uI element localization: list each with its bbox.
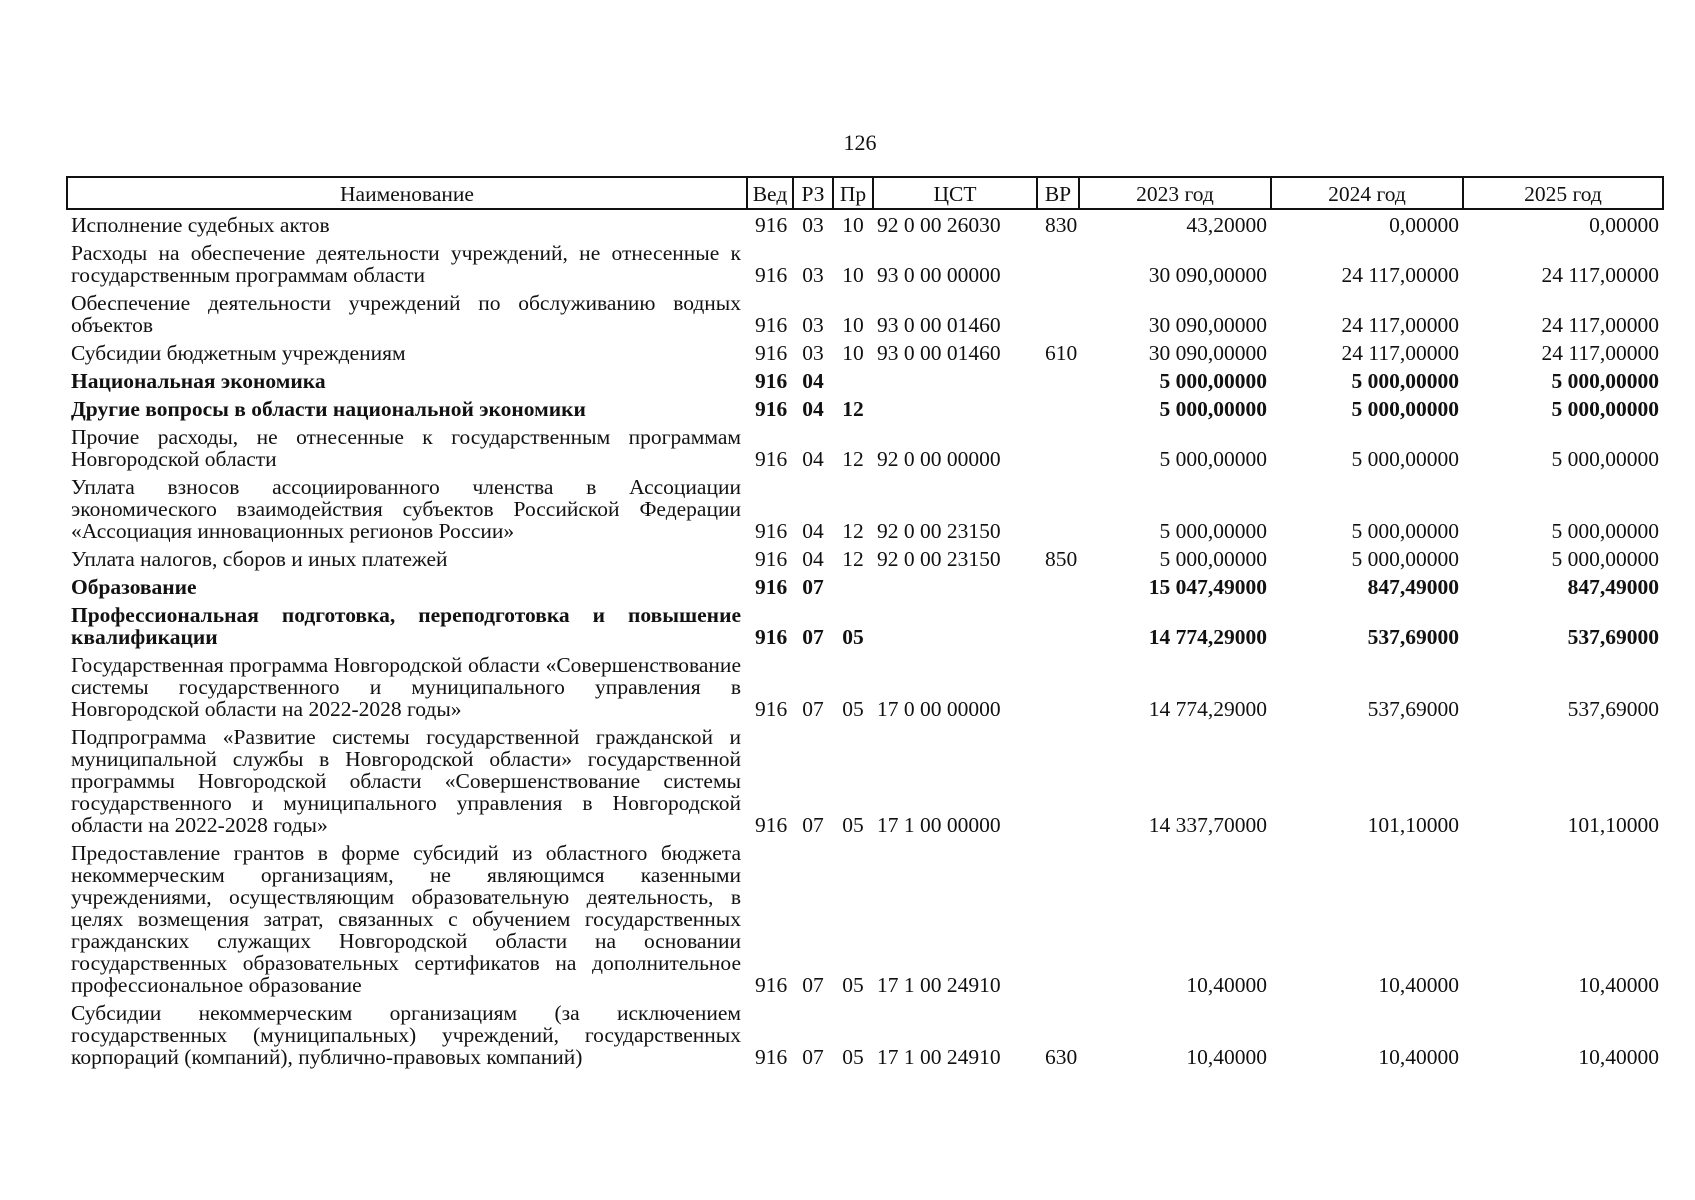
row-ved: 916 bbox=[755, 313, 788, 337]
table-body bbox=[67, 209, 1663, 1070]
row-vr: 610 bbox=[1045, 341, 1078, 365]
row-pr: 10 bbox=[842, 341, 864, 365]
row-cst: 92 0 00 26030 bbox=[877, 213, 1001, 237]
row-amount-2024: 10,40000 bbox=[1378, 1045, 1459, 1069]
header-pr: Пр bbox=[833, 177, 873, 209]
row-pr: 12 bbox=[842, 397, 864, 421]
row-amount-2024: 537,69000 bbox=[1367, 697, 1459, 721]
table-row bbox=[67, 238, 1663, 288]
row-amount-2025: 101,10000 bbox=[1567, 813, 1659, 837]
row-vr bbox=[1037, 366, 1079, 394]
row-name: Субсидии бюджетным учреждениям bbox=[71, 341, 406, 365]
row-vr: 830 bbox=[1045, 213, 1078, 237]
table-row bbox=[67, 472, 1663, 544]
row-pr bbox=[833, 572, 873, 600]
header-cst: ЦСТ bbox=[873, 177, 1037, 209]
row-amount-2023: 10,40000 bbox=[1186, 1045, 1267, 1069]
row-amount-2025: 537,69000 bbox=[1567, 697, 1659, 721]
row-amount-2024: 24 117,00000 bbox=[1341, 263, 1459, 287]
row-name: Прочие расходы, не отнесенные к государственным программам Новгородской области bbox=[71, 425, 741, 471]
row-amount-2023: 10,40000 bbox=[1186, 973, 1267, 997]
row-pr: 12 bbox=[842, 447, 864, 471]
row-name: Образование bbox=[71, 575, 197, 599]
row-pr bbox=[833, 366, 873, 394]
row-name: Подпрограмма «Развитие системы государственной гражданской и муниципальной службы в Новгородской области» государственной программы Новгородской области «Совершенствование системы государственного и муниципального управления в Новгородской области на 2022-2028 годы» bbox=[71, 725, 741, 837]
row-rz: 03 bbox=[802, 313, 824, 337]
row-name: Обеспечение деятельности учреждений по обслуживанию водных объектов bbox=[71, 291, 741, 337]
row-amount-2023: 5 000,00000 bbox=[1159, 547, 1267, 571]
row-cst: 92 0 00 23150 bbox=[877, 519, 1001, 543]
row-pr: 05 bbox=[842, 813, 864, 837]
row-amount-2024: 847,49000 bbox=[1367, 575, 1459, 599]
row-rz: 04 bbox=[802, 547, 824, 571]
row-amount-2023: 43,20000 bbox=[1186, 213, 1267, 237]
row-amount-2025: 847,49000 bbox=[1567, 575, 1659, 599]
row-pr: 12 bbox=[842, 519, 864, 543]
row-cst: 93 0 00 01460 bbox=[877, 341, 1001, 365]
row-pr: 05 bbox=[842, 973, 864, 997]
row-amount-2023: 14 774,29000 bbox=[1148, 697, 1267, 721]
row-ved: 916 bbox=[755, 397, 788, 421]
table-row bbox=[67, 998, 1663, 1070]
header-2024: 2024 год bbox=[1271, 177, 1463, 209]
row-rz: 03 bbox=[802, 213, 824, 237]
row-name: Предоставление грантов в форме субсидий из областного бюджета некоммерческим организациям, не являющимся казенными учреждениями, осуществляющим образовательную деятельность, в целях возмещения затрат, связанных с обучением государственных гражданских служащих Новгородской области на основании государственных образовательных сертификатов на дополнительное профессиональное образование bbox=[71, 841, 741, 997]
table-row bbox=[67, 338, 1663, 366]
row-vr bbox=[1037, 288, 1079, 338]
row-ved: 916 bbox=[755, 263, 788, 287]
row-cst: 92 0 00 00000 bbox=[877, 447, 1001, 471]
row-ved: 916 bbox=[755, 575, 788, 599]
header-2023: 2023 год bbox=[1079, 177, 1271, 209]
table-row bbox=[67, 544, 1663, 572]
row-ved: 916 bbox=[755, 519, 788, 543]
row-vr bbox=[1037, 572, 1079, 600]
row-pr: 10 bbox=[842, 313, 864, 337]
row-amount-2024: 537,69000 bbox=[1367, 625, 1459, 649]
row-ved: 916 bbox=[755, 547, 788, 571]
row-amount-2023: 5 000,00000 bbox=[1159, 369, 1267, 393]
table-row bbox=[67, 650, 1663, 722]
row-amount-2024: 5 000,00000 bbox=[1351, 547, 1459, 571]
row-ved: 916 bbox=[755, 341, 788, 365]
row-amount-2023: 30 090,00000 bbox=[1148, 263, 1267, 287]
row-cst: 17 0 00 00000 bbox=[877, 697, 1001, 721]
table-row bbox=[67, 572, 1663, 600]
row-amount-2025: 24 117,00000 bbox=[1541, 263, 1659, 287]
row-rz: 04 bbox=[802, 447, 824, 471]
row-amount-2025: 5 000,00000 bbox=[1551, 447, 1659, 471]
row-amount-2024: 5 000,00000 bbox=[1351, 447, 1459, 471]
table-row bbox=[67, 422, 1663, 472]
row-pr: 05 bbox=[842, 697, 864, 721]
row-vr: 630 bbox=[1045, 1045, 1078, 1069]
row-cst bbox=[873, 394, 1037, 422]
row-ved: 916 bbox=[755, 447, 788, 471]
row-pr: 12 bbox=[842, 547, 864, 571]
row-amount-2025: 0,00000 bbox=[1589, 213, 1659, 237]
row-rz: 07 bbox=[802, 625, 824, 649]
row-amount-2025: 537,69000 bbox=[1567, 625, 1659, 649]
row-rz: 03 bbox=[802, 263, 824, 287]
row-vr bbox=[1037, 394, 1079, 422]
header-name: Наименование bbox=[67, 177, 747, 209]
row-name: Профессиональная подготовка, переподготовка и повышение квалификации bbox=[71, 603, 741, 649]
page-number: 126 bbox=[843, 130, 877, 155]
table-row bbox=[67, 722, 1663, 838]
row-amount-2023: 5 000,00000 bbox=[1159, 519, 1267, 543]
row-amount-2025: 10,40000 bbox=[1578, 1045, 1659, 1069]
table-header bbox=[67, 177, 1663, 209]
row-amount-2024: 0,00000 bbox=[1389, 213, 1459, 237]
table-row bbox=[67, 288, 1663, 338]
row-pr: 05 bbox=[842, 1045, 864, 1069]
row-rz: 07 bbox=[802, 973, 824, 997]
budget-table bbox=[66, 176, 1664, 1070]
row-ved: 916 bbox=[755, 213, 788, 237]
row-cst: 17 1 00 00000 bbox=[877, 813, 1001, 837]
row-vr: 850 bbox=[1045, 547, 1078, 571]
row-name: Исполнение судебных актов bbox=[71, 213, 330, 237]
row-amount-2023: 15 047,49000 bbox=[1148, 575, 1267, 599]
row-amount-2024: 10,40000 bbox=[1378, 973, 1459, 997]
row-pr: 10 bbox=[842, 213, 864, 237]
row-ved: 916 bbox=[755, 813, 788, 837]
row-name: Государственная программа Новгородской области «Совершенствование системы государственного и муниципального управления в Новгородской области на 2022-2028 годы» bbox=[71, 653, 741, 721]
header-vr: ВР bbox=[1037, 177, 1079, 209]
row-amount-2023: 30 090,00000 bbox=[1148, 313, 1267, 337]
row-cst: 92 0 00 23150 bbox=[877, 547, 1001, 571]
row-cst: 17 1 00 24910 bbox=[877, 973, 1001, 997]
table-row bbox=[67, 600, 1663, 650]
row-ved: 916 bbox=[755, 625, 788, 649]
table-row bbox=[67, 394, 1663, 422]
row-rz: 07 bbox=[802, 813, 824, 837]
row-vr bbox=[1037, 600, 1079, 650]
row-ved: 916 bbox=[755, 369, 788, 393]
row-rz: 07 bbox=[802, 1045, 824, 1069]
row-rz: 04 bbox=[802, 369, 824, 393]
row-amount-2025: 5 000,00000 bbox=[1551, 547, 1659, 571]
row-cst bbox=[873, 600, 1037, 650]
row-vr bbox=[1037, 238, 1079, 288]
row-cst bbox=[873, 366, 1037, 394]
row-amount-2025: 24 117,00000 bbox=[1541, 341, 1659, 365]
row-amount-2024: 101,10000 bbox=[1367, 813, 1459, 837]
row-vr bbox=[1037, 472, 1079, 544]
header-2025: 2025 год bbox=[1463, 177, 1663, 209]
row-name: Уплата налогов, сборов и иных платежей bbox=[71, 547, 448, 571]
row-cst: 93 0 00 00000 bbox=[877, 263, 1001, 287]
row-name: Другие вопросы в области национальной экономики bbox=[71, 397, 586, 421]
row-vr bbox=[1037, 838, 1079, 998]
row-amount-2024: 5 000,00000 bbox=[1351, 397, 1459, 421]
row-amount-2023: 14 337,70000 bbox=[1148, 813, 1267, 837]
row-ved: 916 bbox=[755, 697, 788, 721]
row-vr bbox=[1037, 650, 1079, 722]
row-rz: 04 bbox=[802, 519, 824, 543]
row-amount-2025: 5 000,00000 bbox=[1551, 397, 1659, 421]
row-vr bbox=[1037, 422, 1079, 472]
row-amount-2023: 14 774,29000 bbox=[1148, 625, 1267, 649]
row-amount-2023: 5 000,00000 bbox=[1159, 447, 1267, 471]
row-pr: 10 bbox=[842, 263, 864, 287]
row-name: Расходы на обеспечение деятельности учреждений, не отнесенные к государственным программам области bbox=[71, 241, 741, 287]
row-ved: 916 bbox=[755, 1045, 788, 1069]
row-name: Субсидии некоммерческим организациям (за исключением государственных (муниципальных) учреждений, государственных корпораций (компаний), публично-правовых компаний) bbox=[71, 1001, 741, 1069]
row-rz: 04 bbox=[802, 397, 824, 421]
row-rz: 03 bbox=[802, 341, 824, 365]
row-ved: 916 bbox=[755, 973, 788, 997]
row-name: Национальная экономика bbox=[71, 369, 326, 393]
row-amount-2024: 5 000,00000 bbox=[1351, 369, 1459, 393]
row-vr bbox=[1037, 722, 1079, 838]
row-cst bbox=[873, 572, 1037, 600]
table-row bbox=[67, 209, 1663, 238]
row-name: Уплата взносов ассоциированного членства в Ассоциации экономического взаимодействия субъектов Российской Федерации «Ассоциация инновационных регионов России» bbox=[71, 475, 741, 543]
row-amount-2023: 30 090,00000 bbox=[1148, 341, 1267, 365]
row-rz: 07 bbox=[802, 575, 824, 599]
row-amount-2025: 24 117,00000 bbox=[1541, 313, 1659, 337]
row-amount-2024: 5 000,00000 bbox=[1351, 519, 1459, 543]
header-ved: Вед bbox=[747, 177, 793, 209]
row-amount-2025: 5 000,00000 bbox=[1551, 519, 1659, 543]
row-cst: 93 0 00 01460 bbox=[877, 313, 1001, 337]
row-amount-2024: 24 117,00000 bbox=[1341, 341, 1459, 365]
row-amount-2025: 5 000,00000 bbox=[1551, 369, 1659, 393]
header-rz: РЗ bbox=[793, 177, 833, 209]
row-amount-2025: 10,40000 bbox=[1578, 973, 1659, 997]
table-row bbox=[67, 838, 1663, 998]
row-amount-2023: 5 000,00000 bbox=[1159, 397, 1267, 421]
row-pr: 05 bbox=[842, 625, 864, 649]
row-cst: 17 1 00 24910 bbox=[877, 1045, 1001, 1069]
table-row bbox=[67, 366, 1663, 394]
row-amount-2024: 24 117,00000 bbox=[1341, 313, 1459, 337]
row-rz: 07 bbox=[802, 697, 824, 721]
